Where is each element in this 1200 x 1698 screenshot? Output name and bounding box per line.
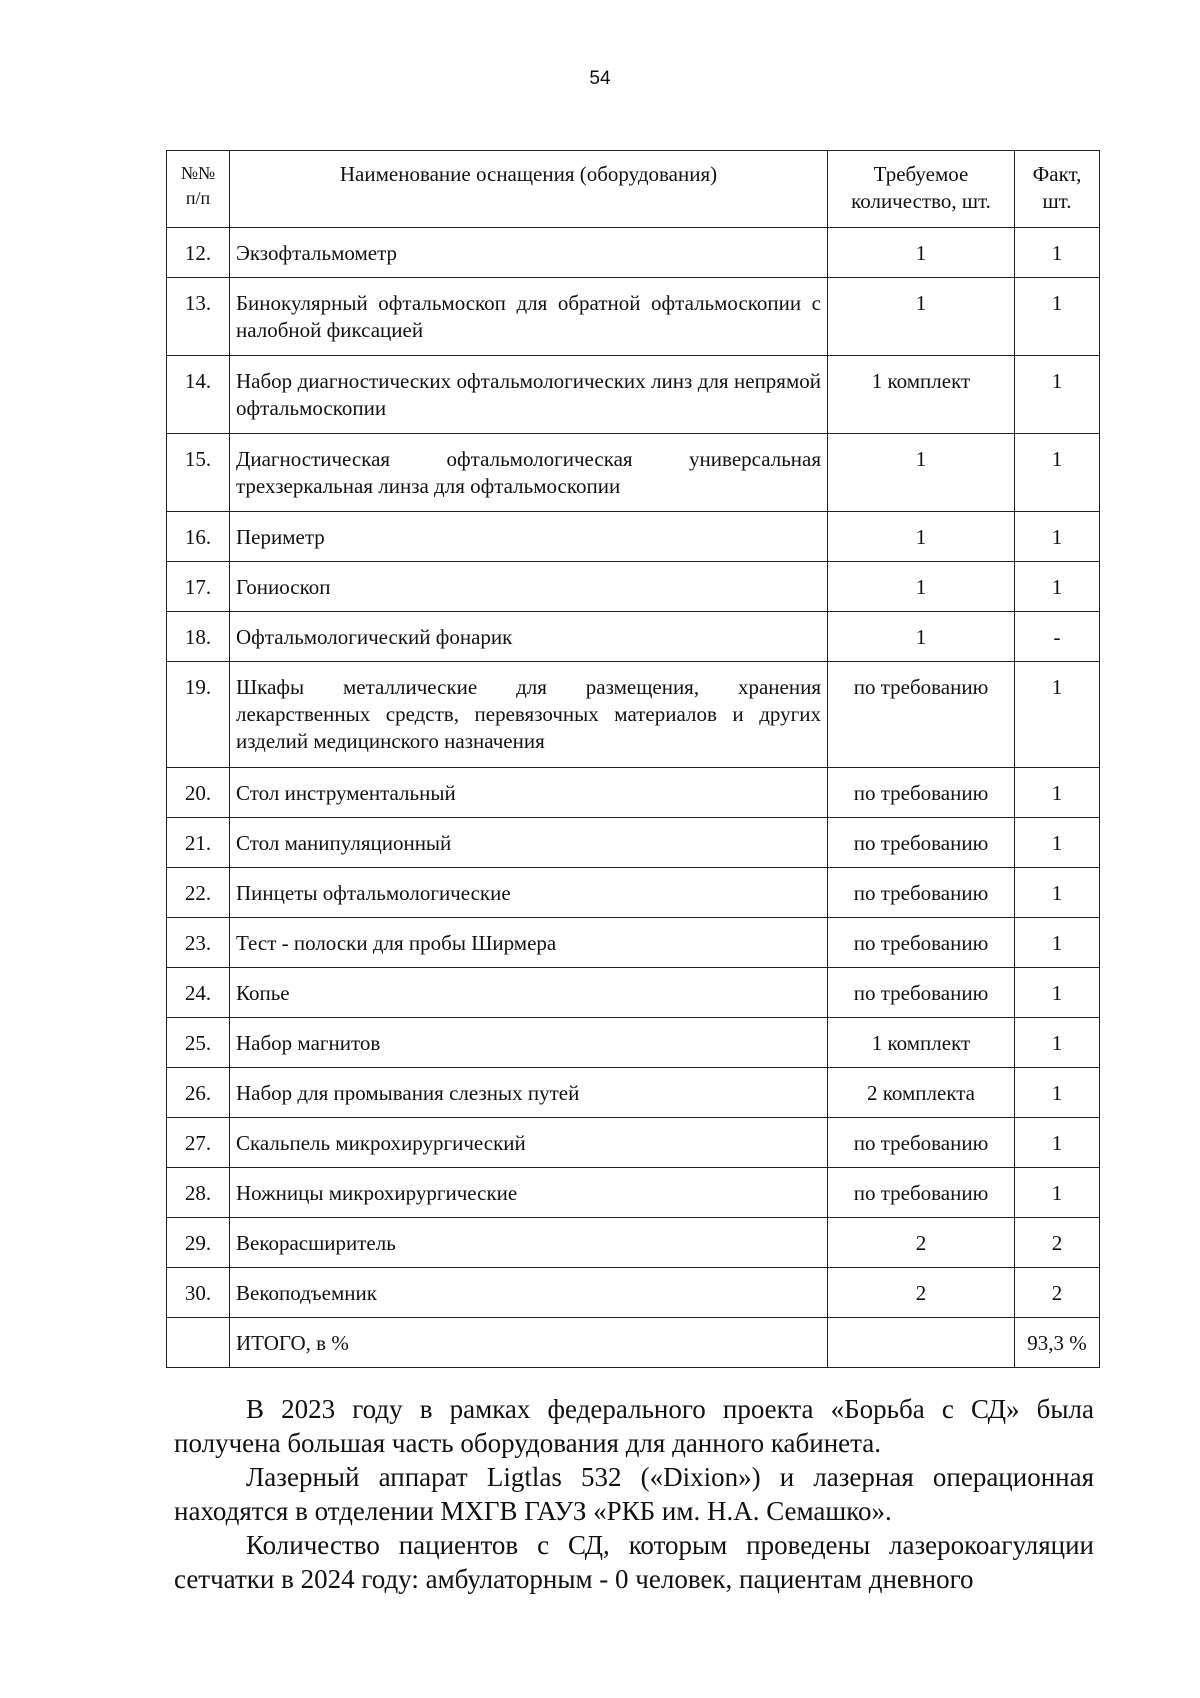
row-name: Набор диагностических офтальмологических линз для непрямой офтальмоскопии xyxy=(230,356,828,434)
header-name: Наименование оснащения (оборудования) xyxy=(230,151,828,228)
paragraph-2: Лазерный аппарат Ligtlas 532 («Dixion») и лазерная операционная находятся в отделении МХГВ ГАУЗ «РКБ им. Н.А. Семашко». xyxy=(174,1462,1094,1526)
table-body xyxy=(167,228,1100,1368)
row-fact: 1 xyxy=(1015,434,1100,512)
row-name: Набор для промывания слезных путей xyxy=(230,1068,828,1118)
row-fact: 1 xyxy=(1015,278,1100,356)
header-num-line1: №№ xyxy=(180,163,216,183)
table-row xyxy=(167,1218,1100,1268)
row-required: 1 xyxy=(828,562,1015,612)
header-required-line2: количество, шт. xyxy=(851,189,991,213)
row-number: 17. xyxy=(167,562,230,612)
row-fact: 1 xyxy=(1015,818,1100,868)
row-required: 1 комплект xyxy=(828,1018,1015,1068)
row-required: по требованию xyxy=(828,1118,1015,1168)
row-name: Гониоскоп xyxy=(230,562,828,612)
table-row xyxy=(167,278,1100,356)
row-fact: 1 xyxy=(1015,968,1100,1018)
table-row xyxy=(167,228,1100,278)
row-fact: 93,3 % xyxy=(1015,1318,1100,1368)
row-name: Стол манипуляционный xyxy=(230,818,828,868)
row-required: по требованию xyxy=(828,768,1015,818)
row-number: 25. xyxy=(167,1018,230,1068)
row-name: Векоподъемник xyxy=(230,1268,828,1318)
table-row xyxy=(167,868,1100,918)
header-num xyxy=(167,151,230,228)
row-name: Бинокулярный офтальмоскоп для обратной офтальмоскопии с налобной фиксацией xyxy=(230,278,828,356)
row-number: 12. xyxy=(167,228,230,278)
row-fact: 1 xyxy=(1015,228,1100,278)
row-required: по требованию xyxy=(828,1168,1015,1218)
row-number: 20. xyxy=(167,768,230,818)
row-number: 26. xyxy=(167,1068,230,1118)
row-number: 23. xyxy=(167,918,230,968)
row-required: 1 xyxy=(828,512,1015,562)
row-fact: 1 xyxy=(1015,768,1100,818)
row-required: 1 xyxy=(828,434,1015,512)
table-row xyxy=(167,1018,1100,1068)
row-name: Офтальмологический фонарик xyxy=(230,612,828,662)
row-required: 1 xyxy=(828,228,1015,278)
row-number: 18. xyxy=(167,612,230,662)
row-required: по требованию xyxy=(828,868,1015,918)
header-required xyxy=(828,151,1015,228)
row-name: Набор магнитов xyxy=(230,1018,828,1068)
table-row xyxy=(167,1168,1100,1218)
row-name: Скальпель микрохирургический xyxy=(230,1118,828,1168)
table-row xyxy=(167,1318,1100,1368)
row-name: Векорасширитель xyxy=(230,1218,828,1268)
row-fact: 1 xyxy=(1015,562,1100,612)
row-fact: 2 xyxy=(1015,1218,1100,1268)
row-fact: 1 xyxy=(1015,1118,1100,1168)
row-required: 2 xyxy=(828,1268,1015,1318)
row-fact: 1 xyxy=(1015,512,1100,562)
row-number: 21. xyxy=(167,818,230,868)
row-number: 13. xyxy=(167,278,230,356)
row-required: 1 xyxy=(828,278,1015,356)
row-required: 2 комплекта xyxy=(828,1068,1015,1118)
row-fact: 1 xyxy=(1015,1168,1100,1218)
table-row xyxy=(167,612,1100,662)
row-number: 28. xyxy=(167,1168,230,1218)
row-number: 16. xyxy=(167,512,230,562)
row-number: 27. xyxy=(167,1118,230,1168)
equipment-table xyxy=(166,150,1100,1368)
table-row xyxy=(167,512,1100,562)
row-required: 2 xyxy=(828,1218,1015,1268)
table-row xyxy=(167,968,1100,1018)
row-required: по требованию xyxy=(828,662,1015,768)
table-row xyxy=(167,1068,1100,1118)
table-row xyxy=(167,1118,1100,1168)
header-required-line1: Требуемое xyxy=(873,162,969,186)
table-row xyxy=(167,662,1100,768)
page-number: 54 xyxy=(589,68,611,89)
header-fact-line1: Факт, xyxy=(1032,162,1082,186)
row-name: Диагностическая офтальмологическая универсальная трехзеркальная линза для офтальмоскопии xyxy=(230,434,828,512)
table-row xyxy=(167,768,1100,818)
table-row xyxy=(167,918,1100,968)
row-required: 1 xyxy=(828,612,1015,662)
row-number: 24. xyxy=(167,968,230,1018)
row-number: 22. xyxy=(167,868,230,918)
row-name: Стол инструментальный xyxy=(230,768,828,818)
row-name: Шкафы металлические для размещения, хранения лекарственных средств, перевязочных материалов и других изделий медицинского назначения xyxy=(230,662,828,768)
table-header xyxy=(167,151,1100,228)
row-required: по требованию xyxy=(828,918,1015,968)
header-fact xyxy=(1015,151,1100,228)
table-row xyxy=(167,818,1100,868)
table-row xyxy=(167,1268,1100,1318)
row-name: ИТОГО, в % xyxy=(230,1318,828,1368)
row-number: 14. xyxy=(167,356,230,434)
row-fact: 1 xyxy=(1015,1068,1100,1118)
row-fact: 1 xyxy=(1015,662,1100,768)
row-number: 29. xyxy=(167,1218,230,1268)
row-fact: 1 xyxy=(1015,356,1100,434)
row-fact: 1 xyxy=(1015,918,1100,968)
header-num-line2: п/п xyxy=(185,188,211,208)
table-row xyxy=(167,434,1100,512)
row-fact: 2 xyxy=(1015,1268,1100,1318)
row-fact: 1 xyxy=(1015,868,1100,918)
row-name: Пинцеты офтальмологические xyxy=(230,868,828,918)
row-name: Периметр xyxy=(230,512,828,562)
row-fact: 1 xyxy=(1015,1018,1100,1068)
paragraph-1: В 2023 году в рамках федерального проекта «Борьба с СД» была получена большая часть оборудования для данного кабинета. xyxy=(174,1394,1094,1458)
row-number: 30. xyxy=(167,1268,230,1318)
row-name: Ножницы микрохирургические xyxy=(230,1168,828,1218)
row-number: 19. xyxy=(167,662,230,768)
row-fact: - xyxy=(1015,612,1100,662)
row-name: Экзофтальмометр xyxy=(230,228,828,278)
table-row xyxy=(167,356,1100,434)
row-required: по требованию xyxy=(828,968,1015,1018)
paragraph-3: Количество пациентов с СД, которым проведены лазерокоагуляции сетчатки в 2024 году: амбулаторным - 0 человек, пациентам дневного xyxy=(174,1530,1094,1594)
row-name: Копье xyxy=(230,968,828,1018)
table-row xyxy=(167,562,1100,612)
row-number: 15. xyxy=(167,434,230,512)
header-fact-line2: шт. xyxy=(1042,189,1072,213)
row-number xyxy=(167,1318,230,1368)
body-text xyxy=(174,1392,1094,1596)
row-required xyxy=(828,1318,1015,1368)
row-required: по требованию xyxy=(828,818,1015,868)
row-required: 1 комплект xyxy=(828,356,1015,434)
row-name: Тест - полоски для пробы Ширмера xyxy=(230,918,828,968)
